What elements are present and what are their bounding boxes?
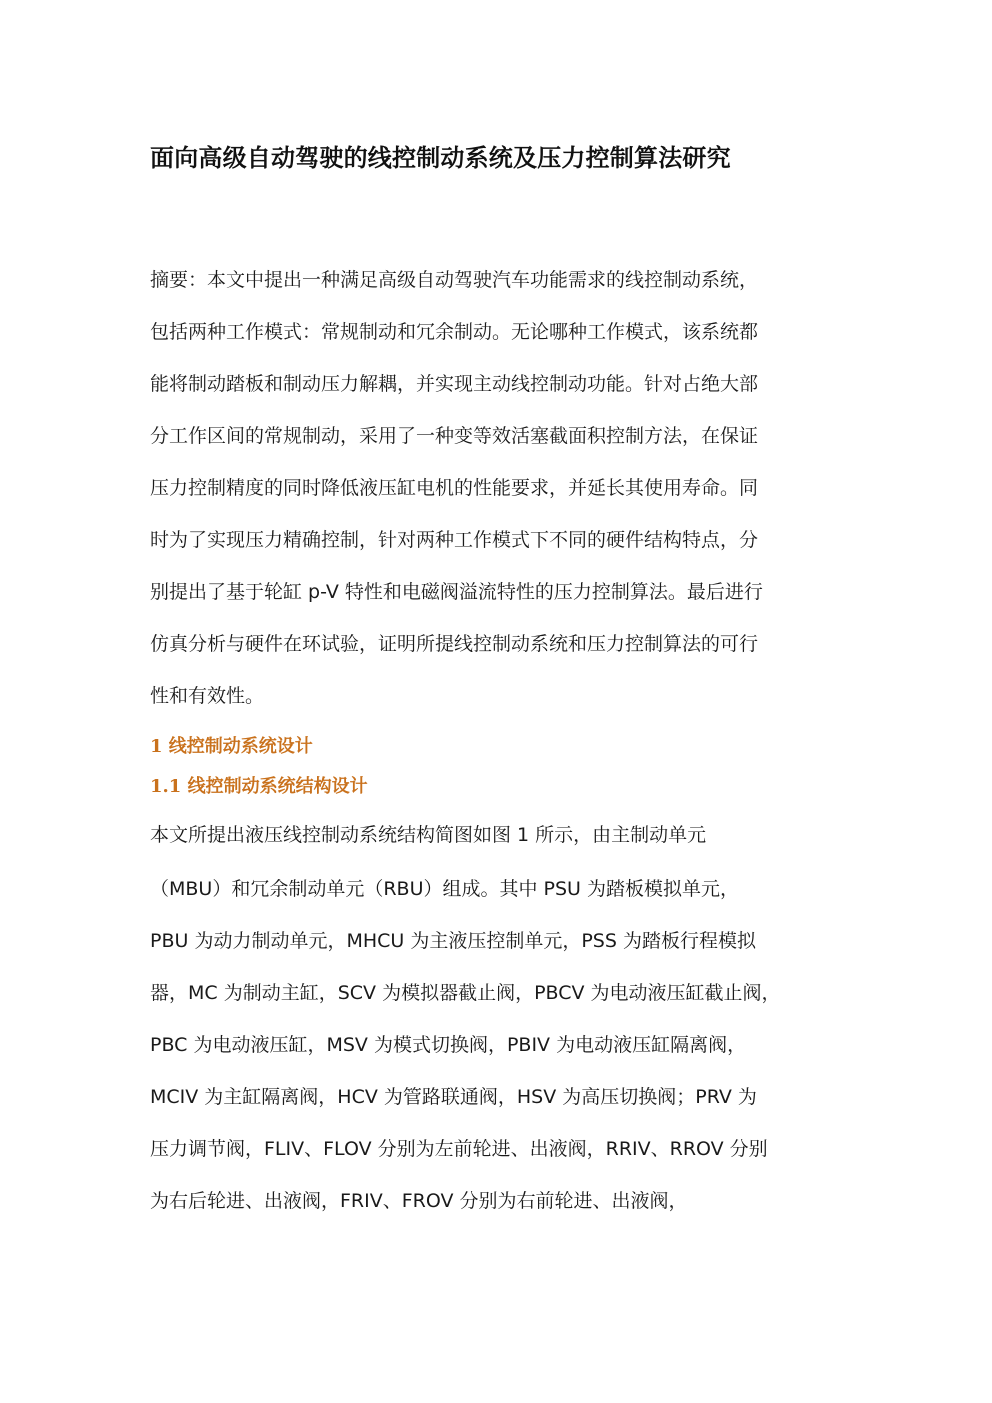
abstract-line: 摘要：本文中提出一种满足高级自动驾驶汽车功能需求的线控制动系统， [150, 269, 759, 291]
abstract-line: 时为了实现压力精确控制，针对两种工作模式下不同的硬件结构特点，分 [150, 529, 759, 551]
paragraph-line: MCIV 为主缸隔离阀，HCV 为管路联通阀，HSV 为高压切换阀；PRV 为 [150, 1086, 757, 1108]
paragraph-line: PBU 为动力制动单元，MHCU 为主液压控制单元，PSS 为踏板行程模拟 [150, 930, 756, 952]
abstract-line: 别提出了基于轮缸 p-V 特性和电磁阀溢流特性的压力控制算法。最后进行 [150, 581, 763, 603]
abstract-line: 性和有效性。 [150, 685, 265, 707]
abstract-line: 包括两种工作模式：常规制动和冗余制动。无论哪种工作模式，该系统都 [150, 321, 759, 343]
paragraph-line: 为右后轮进、出液阀，FRIV、FROV 分别为右前轮进、出液阀， [150, 1190, 688, 1212]
section-heading: 1 线控制动系统设计 [150, 736, 313, 757]
abstract-line: 能将制动踏板和制动压力解耦，并实现主动线控制动功能。针对占绝大部 [150, 373, 759, 395]
paragraph-line: 器，MC 为制动主缸，SCV 为模拟器截止阀，PBCV 为电动液压缸截止阀， [150, 982, 781, 1004]
paragraph-line: （MBU）和冗余制动单元（RBU）组成。其中 PSU 为踏板模拟单元， [150, 878, 739, 900]
document-title: 面向高级自动驾驶的线控制动系统及压力控制算法研究 [150, 144, 731, 172]
paragraph-line: PBC 为电动液压缸，MSV 为模式切换阀，PBIV 为电动液压缸隔离阀， [150, 1034, 747, 1056]
abstract-line: 压力控制精度的同时降低液压缸电机的性能要求，并延长其使用寿命。同 [150, 477, 759, 499]
paragraph-line: 本文所提出液压线控制动系统结构简图如图 1 所示，由主制动单元 [150, 824, 707, 846]
abstract-line: 仿真分析与硬件在环试验，证明所提线控制动系统和压力控制算法的可行 [150, 633, 759, 655]
abstract-line: 分工作区间的常规制动，采用了一种变等效活塞截面积控制方法，在保证 [150, 425, 759, 447]
subsection-heading: 1.1 线控制动系统结构设计 [150, 776, 368, 797]
paragraph-line: 压力调节阀，FLIV、FLOV 分别为左前轮进、出液阀，RRIV、RROV 分别 [150, 1138, 768, 1160]
